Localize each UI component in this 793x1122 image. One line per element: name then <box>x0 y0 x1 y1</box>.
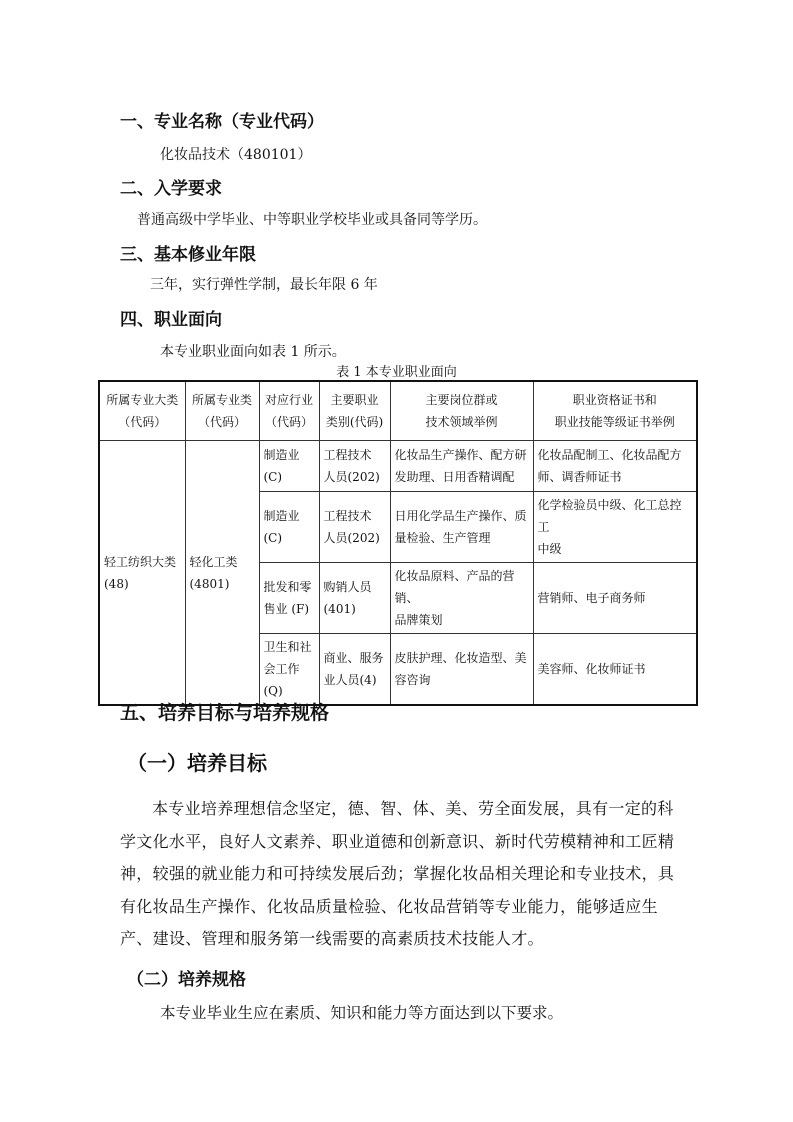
section-2-body: 普通高级中学毕业、中等职业学校毕业或具备同等学历。 <box>137 212 487 228</box>
table-row <box>99 441 697 492</box>
section-2-title: 二、入学要求 <box>120 179 222 199</box>
section-3-body: 三年，实行弹性学制，最长年限 6 年 <box>150 277 378 293</box>
table-header-row <box>99 381 697 441</box>
section-4-title: 四、职业面向 <box>120 310 222 330</box>
section-5-title: 五、培养目标与培养规格 <box>120 702 330 724</box>
certs-cell: 美容师、化妆师证书 <box>533 634 697 706</box>
section-5-1-body: 本专业培养理想信念坚定，德、智、体、美、劳全面发展，具有一定的科学文化水平，良好人文素养、职业道德和创新意识、新时代劳模精神和工匠精神，较强的就业能力和可持续发展后劲；掌握化妆品相关理论和专业技术，具有化妆品生产操作、化妆品质量检验、化妆品营销等专业能力，能够适应生产、建设、管理和服务第一线需要的高素质技术技能人才。 <box>120 799 675 948</box>
section-4-body: 本专业职业面向如表 1 所示。 <box>160 344 346 360</box>
section-3-title: 三、基本修业年限 <box>120 245 256 265</box>
header-cell: 主要职业 类别(代码) <box>319 381 390 441</box>
major-class-cell: 轻化工类 (4801) <box>185 441 259 706</box>
positions-cell: 皮肤护理、化妆造型、美 容咨询 <box>390 634 533 706</box>
industry-cell: 卫生和社 会工作(Q) <box>259 634 319 706</box>
occupation-cell: 工程技术 人员(202) <box>319 441 390 492</box>
industry-cell: 批发和零 售业 (F) <box>259 563 319 634</box>
certs-cell: 化学检验员中级、化工总控工 中级 <box>533 492 697 563</box>
section-5-2-title: （二）培养规格 <box>127 970 246 990</box>
occupation-table <box>98 380 698 706</box>
occupation-cell: 商业、服务 业人员(4) <box>319 634 390 706</box>
section-1-body: 化妆品技术（480101） <box>160 147 312 163</box>
positions-cell: 化妆品生产操作、配方研 发助理、日用香精调配 <box>390 441 533 492</box>
occupation-cell: 工程技术 人员(202) <box>319 492 390 563</box>
positions-cell: 化妆品原料、产品的营销、 品牌策划 <box>390 563 533 634</box>
certs-cell: 化妆品配制工、化妆品配方 师、调香师证书 <box>533 441 697 492</box>
header-cell: 所属专业类 （代码） <box>185 381 259 441</box>
header-cell: 职业资格证书和 职业技能等级证书举例 <box>533 381 697 441</box>
occupation-cell: 购销人员 (401) <box>319 563 390 634</box>
positions-cell: 日用化学品生产操作、质 量检验、生产管理 <box>390 492 533 563</box>
table-caption: 表 1 本专业职业面向 <box>336 365 457 380</box>
industry-cell: 制造业(C) <box>259 441 319 492</box>
header-cell: 所属专业大类 （代码） <box>99 381 185 441</box>
industry-cell: 制造业(C) <box>259 492 319 563</box>
header-cell: 对应行业 （代码） <box>259 381 319 441</box>
header-cell: 主要岗位群或 技术领域举例 <box>390 381 533 441</box>
major-category-cell: 轻工纺织大类 (48) <box>99 441 185 706</box>
section-5-2-body: 本专业毕业生应在素质、知识和能力等方面达到以下要求。 <box>160 1004 564 1022</box>
section-5-1-title: （一）培养目标 <box>127 751 267 775</box>
certs-cell: 营销师、电子商务师 <box>533 563 697 634</box>
section-1-title: 一、专业名称（专业代码） <box>120 112 324 132</box>
